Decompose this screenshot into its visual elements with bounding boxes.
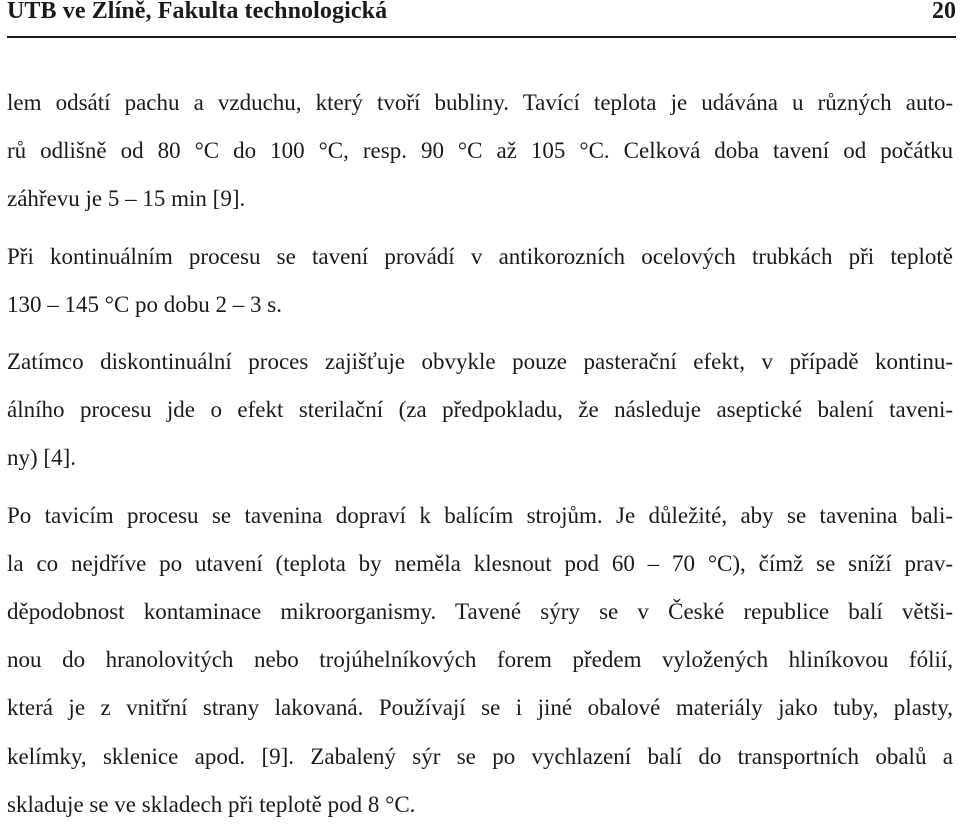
text-line: Při kontinuálním procesu se tavení provádí v antikorozních ocelových trubkách při teplotě	[7, 243, 953, 269]
paragraph-continuous-process	[7, 233, 953, 329]
text-line: děpodobnost kontaminace mikroorganismy. Tavené sýry se v České republice balí větši-	[7, 599, 953, 625]
text-line: 130 – 145 °C po dobu 2 – 3 s.	[7, 291, 282, 317]
text-line: rů odlišně od 80 °C do 100 °C, resp. 90 °C až 105 °C. Celková doba tavení od počátku	[7, 138, 953, 164]
text-line: ny) [4].	[7, 445, 76, 471]
page-number: 20	[932, 0, 956, 24]
page-header	[7, 0, 956, 38]
text-line: Zatímco diskontinuální proces zajišťuje obvykle pouze pasterační efekt, v případě kontinu-	[7, 349, 953, 375]
text-line: Po tavicím procesu se tavenina dopraví k balícím strojům. Je důležité, aby se tavenina bali-	[7, 502, 953, 528]
text-line: záhřevu je 5 – 15 min [9].	[7, 186, 246, 212]
text-line: která je z vnitřní strany lakovaná. Používají se i jiné obalové materiály jako tuby, plasty,	[7, 695, 953, 721]
text-line: álního procesu jde o efekt sterilační (za předpokladu, že následuje aseptické balení taveni-	[7, 397, 953, 423]
paragraph-packaging	[7, 492, 953, 829]
header-title: UTB ve Zlíně, Fakulta technologická	[7, 0, 388, 24]
text-line: la co nejdříve po utavení (teplota by neměla klesnout pod 60 – 70 °C), čímž se sníží prav-	[7, 550, 953, 576]
body-text	[7, 79, 953, 829]
paragraph-discontinuous-process	[7, 338, 953, 483]
text-line: lem odsátí pachu a vzduchu, který tvoří bubliny. Tavící teplota je udávána u různých auto-	[7, 90, 953, 115]
paragraph-melting	[7, 79, 953, 224]
text-line: kelímky, sklenice apod. [9]. Zabalený sýr se po vychlazení balí do transportních obalů a	[7, 743, 953, 769]
text-line: nou do hranolovitých nebo trojúhelníkových forem předem vyložených hliníkovou fólií,	[7, 647, 953, 673]
text-line: skladuje se ve skladech při teplotě pod 8 °C.	[7, 791, 416, 817]
